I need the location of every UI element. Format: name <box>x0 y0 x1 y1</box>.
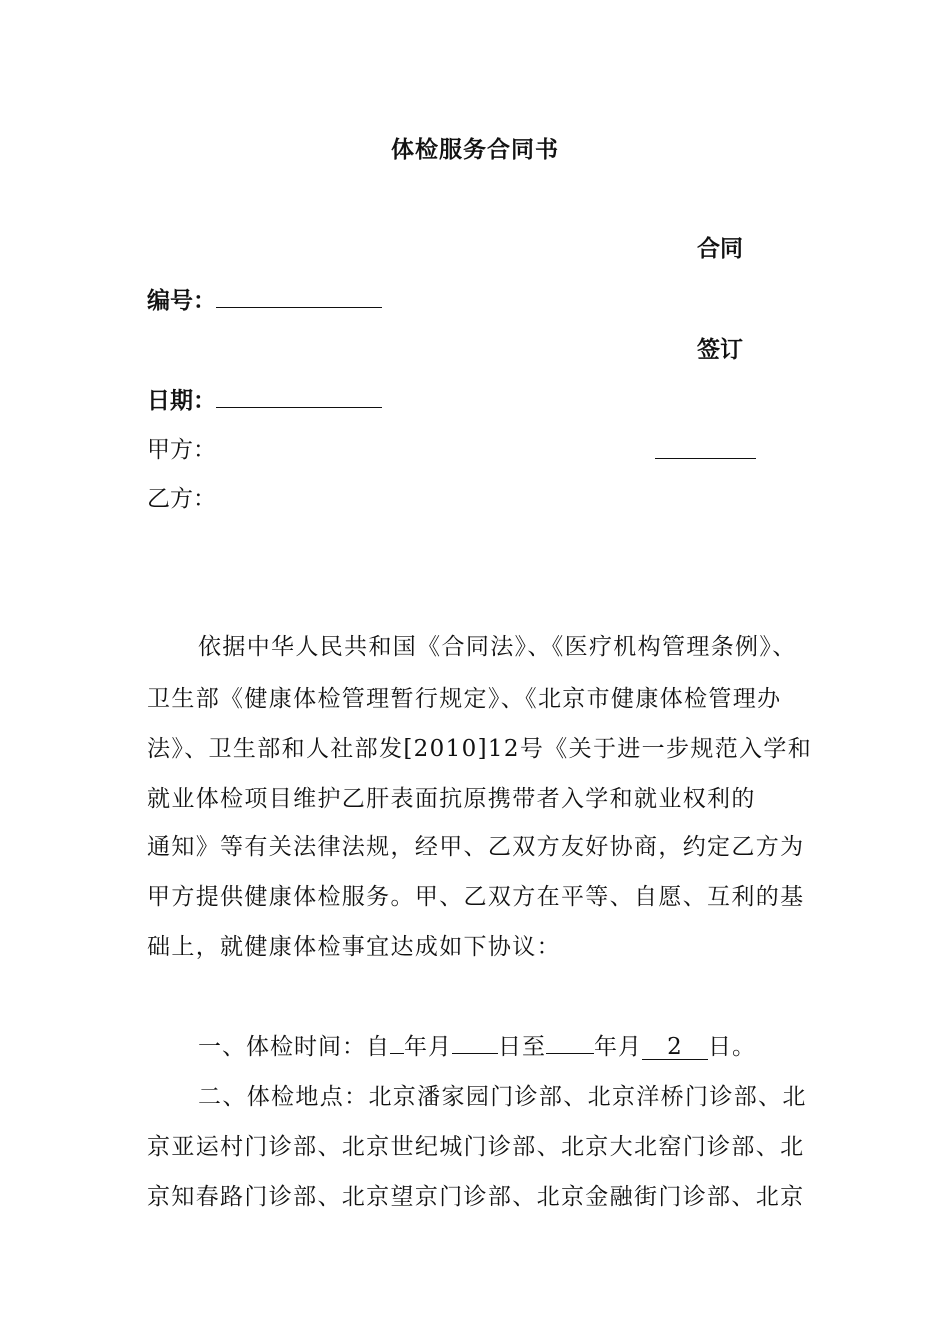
clause-1-day-to: 日至 <box>498 1034 546 1060</box>
start-year-blank[interactable] <box>390 1053 404 1054</box>
preamble-line: 甲方提供健康体检服务。甲、乙双方在平等、自愿、互利的基 <box>147 884 805 910</box>
clause-1-time <box>198 1032 808 1062</box>
party-b-label: 乙方： <box>147 486 216 512</box>
start-month-blank[interactable] <box>452 1053 498 1054</box>
party-a-blank[interactable] <box>655 458 756 459</box>
contract-number-label-part1: 合同 <box>697 236 743 262</box>
preamble-line: 通知》等有关法律法规，经甲、乙双方友好协商，约定乙方为 <box>147 834 805 860</box>
preamble-line: 卫生部《健康体检管理暂行规定》、《北京市健康体检管理办 <box>147 686 782 712</box>
preamble-line: 法》、卫生部和人社部发[2010]12号《关于进一步规范入学和 <box>147 736 813 762</box>
clause-1-year-month-1: 年月 <box>404 1034 452 1060</box>
clause-1-prefix: 一、体检时间：自 <box>198 1034 390 1060</box>
contract-number-label-part2: 编号： <box>147 288 216 314</box>
sign-date-label-part2: 日期： <box>147 388 216 414</box>
clause-2-line: 京亚运村门诊部、北京世纪城门诊部、北京大北窑门诊部、北 <box>147 1134 805 1160</box>
clause-2-line: 二、体检地点：北京潘家园门诊部、北京洋桥门诊部、北 <box>198 1084 807 1110</box>
sign-date-blank[interactable] <box>216 385 382 408</box>
contract-number-row <box>147 285 382 316</box>
document-title: 体检服务合同书 <box>391 137 559 163</box>
clause-1-end: 日。 <box>708 1034 756 1060</box>
preamble-line: 依据中华人民共和国《合同法》、《医疗机构管理条例》、 <box>198 634 797 660</box>
contract-number-blank[interactable] <box>216 285 382 308</box>
preamble-line: 础上，就健康体检事宜达成如下协议： <box>147 934 561 960</box>
clause-1-year-month-2: 年月 <box>594 1034 642 1060</box>
end-year-blank[interactable] <box>546 1053 594 1054</box>
sign-date-row <box>147 385 382 416</box>
clause-2-line: 京知春路门诊部、北京望京门诊部、北京金融街门诊部、北京 <box>147 1184 805 1210</box>
end-day-field[interactable]: 2 <box>642 1035 708 1060</box>
sign-date-label-part1: 签订 <box>697 337 743 363</box>
preamble-line: 就业体检项目维护乙肝表面抗原携带者入学和就业权利的 <box>147 786 756 812</box>
party-a-label: 甲方： <box>147 437 216 463</box>
